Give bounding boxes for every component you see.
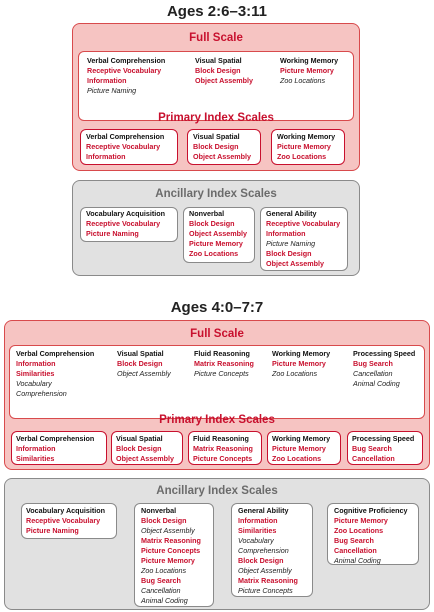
s1-full-group-0 [87, 56, 165, 96]
s1-ancillary-box-1 [183, 207, 255, 263]
core-subtest: Zoo Locations [189, 249, 239, 258]
supplemental-subtest: Picture Concepts [194, 369, 249, 378]
core-subtest: Object Assembly [193, 152, 252, 161]
core-subtest: Matrix Reasoning [141, 536, 201, 545]
primary-index-title: Primary Index Scales [159, 414, 275, 426]
s1-primary-box-0 [80, 129, 178, 165]
section2-full-scale-panel [4, 320, 430, 470]
scale-header: Verbal Comprehension [86, 132, 165, 141]
supplemental-subtest: Picture Naming [87, 86, 137, 95]
core-subtest: Block Design [116, 444, 162, 453]
core-subtest: Bug Search [334, 536, 374, 545]
s2-ancillary-box-2 [231, 503, 313, 597]
core-subtest: Picture Naming [26, 526, 79, 535]
core-subtest: Picture Memory [272, 444, 326, 453]
scale-header: Processing Speed [353, 349, 416, 358]
core-subtest: Bug Search [352, 444, 392, 453]
s1-ancillary-group-0 [86, 209, 165, 239]
s2-full-group-2 [194, 349, 254, 379]
s2-primary-box-4 [347, 431, 423, 465]
core-subtest: Object Assembly [116, 454, 175, 463]
scale-header: Fluid Reasoning [193, 434, 249, 443]
core-subtest: Picture Memory [189, 239, 243, 248]
supplemental-subtest: Vocabulary [16, 379, 52, 388]
core-subtest: Information [238, 516, 278, 525]
core-subtest: Matrix Reasoning [194, 359, 254, 368]
section2-title: Ages 4:0–7:7 [170, 299, 264, 316]
core-subtest: Information [86, 152, 126, 161]
core-subtest: Receptive Vocabulary [266, 219, 341, 228]
s1-full-group-2 [280, 56, 338, 86]
core-subtest: Similarities [16, 454, 55, 463]
s1-primary-group-1 [193, 132, 251, 162]
s1-ancillary-group-1 [189, 209, 247, 259]
full-scale-title: Full Scale [189, 32, 243, 44]
core-subtest: Picture Concepts [193, 454, 253, 463]
core-subtest: Object Assembly [266, 259, 325, 268]
core-subtest: Receptive Vocabulary [26, 516, 101, 525]
supplemental-subtest: Comprehension [238, 546, 289, 555]
scale-header: Verbal Comprehension [87, 56, 166, 65]
s1-ancillary-box-0 [80, 207, 178, 242]
supplemental-subtest: Animal Coding [353, 379, 400, 388]
supplemental-subtest: Zoo Locations [280, 76, 326, 85]
core-subtest: Block Design [193, 142, 239, 151]
scale-header: Visual Spatial [195, 56, 242, 65]
supplemental-subtest: Object Assembly [117, 369, 171, 378]
s2-primary-box-0 [11, 431, 107, 465]
full-scale-box [9, 345, 425, 419]
scale-header: General Ability [238, 506, 289, 515]
scale-header: Nonverbal [141, 506, 177, 515]
scale-header: Working Memory [277, 132, 336, 141]
s2-full-group-1 [117, 349, 171, 379]
core-subtest: Picture Memory [334, 516, 388, 525]
s2-primary-group-0 [16, 434, 94, 464]
core-subtest: Picture Memory [280, 66, 334, 75]
scale-header: Visual Spatial [117, 349, 164, 358]
supplemental-subtest: Animal Coding [334, 556, 381, 565]
s2-full-group-3 [272, 349, 330, 379]
core-subtest: Block Design [141, 516, 187, 525]
core-subtest: Picture Memory [141, 556, 195, 565]
supplemental-subtest: Comprehension [16, 389, 67, 398]
scale-header: General Ability [266, 209, 317, 218]
supplemental-subtest: Picture Concepts [238, 586, 293, 595]
s2-primary-group-1 [116, 434, 174, 464]
core-subtest: Picture Memory [272, 359, 326, 368]
core-subtest: Information [266, 229, 306, 238]
s2-primary-group-3 [272, 434, 330, 464]
core-subtest: Cancellation [334, 546, 377, 555]
core-subtest: Similarities [238, 526, 277, 535]
s1-primary-box-1 [187, 129, 261, 165]
core-subtest: Zoo Locations [277, 152, 327, 161]
supplemental-subtest: Picture Naming [266, 239, 316, 248]
core-subtest: Block Design [266, 249, 312, 258]
core-subtest: Object Assembly [195, 76, 254, 85]
scale-header: Vocabulary Acquisition [86, 209, 166, 218]
core-subtest: Block Design [117, 359, 163, 368]
scale-header: Visual Spatial [193, 132, 240, 141]
core-subtest: Picture Memory [277, 142, 331, 151]
core-subtest: Receptive Vocabulary [86, 142, 161, 151]
s2-ancillary-box-0 [21, 503, 117, 539]
s2-ancillary-box-1 [134, 503, 214, 607]
core-subtest: Bug Search [353, 359, 393, 368]
scale-header: Processing Speed [352, 434, 415, 443]
core-subtest: Block Design [195, 66, 241, 75]
core-subtest: Zoo Locations [272, 454, 322, 463]
supplemental-subtest: Object Assembly [238, 566, 292, 575]
supplemental-subtest: Zoo Locations [272, 369, 318, 378]
core-subtest: Block Design [189, 219, 235, 228]
full-scale-title: Full Scale [190, 328, 244, 340]
section1-full-scale-panel [72, 23, 360, 171]
scale-header: Verbal Comprehension [16, 434, 95, 443]
full-scale-box [78, 51, 354, 121]
supplemental-subtest: Vocabulary [238, 536, 274, 545]
core-subtest: Cancellation [352, 454, 395, 463]
s1-full-group-1 [195, 56, 253, 86]
supplemental-subtest: Cancellation [353, 369, 393, 378]
core-subtest: Information [16, 359, 56, 368]
scale-header: Working Memory [280, 56, 339, 65]
s2-primary-box-1 [111, 431, 183, 465]
section1-title: Ages 2:6–3:11 [166, 3, 268, 20]
core-subtest: Information [87, 76, 127, 85]
primary-index-title: Primary Index Scales [158, 112, 274, 124]
s1-ancillary-group-2 [266, 209, 340, 269]
s2-primary-group-2 [193, 434, 253, 464]
s2-ancillary-group-2 [238, 506, 298, 596]
scale-header: Vocabulary Acquisition [26, 506, 106, 515]
supplemental-subtest: Zoo Locations [141, 566, 187, 575]
s2-primary-box-3 [267, 431, 341, 465]
s2-ancillary-group-0 [26, 506, 105, 536]
scale-header: Fluid Reasoning [194, 349, 250, 358]
s2-full-group-0 [16, 349, 94, 399]
scale-header: Nonverbal [189, 209, 225, 218]
scale-header: Working Memory [272, 434, 331, 443]
s1-primary-group-2 [277, 132, 335, 162]
core-subtest: Picture Concepts [141, 546, 201, 555]
core-subtest: Object Assembly [189, 229, 248, 238]
s2-ancillary-group-1 [141, 506, 201, 606]
core-subtest: Block Design [238, 556, 284, 565]
s2-ancillary-group-3 [334, 506, 408, 566]
section2-ancillary-panel [4, 478, 430, 610]
s2-ancillary-box-3 [327, 503, 419, 565]
s1-ancillary-box-2 [260, 207, 348, 271]
s1-primary-group-0 [86, 132, 164, 162]
scale-header: Visual Spatial [116, 434, 163, 443]
ancillary-title: Ancillary Index Scales [156, 485, 278, 497]
core-subtest: Zoo Locations [334, 526, 384, 535]
core-subtest: Matrix Reasoning [238, 576, 298, 585]
core-subtest: Receptive Vocabulary [87, 66, 162, 75]
supplemental-subtest: Object Assembly [141, 526, 195, 535]
supplemental-subtest: Animal Coding [141, 596, 188, 605]
scale-header: Cognitive Proficiency [334, 506, 408, 515]
section1-ancillary-panel [72, 180, 360, 276]
scale-header: Working Memory [272, 349, 331, 358]
core-subtest: Similarities [16, 369, 55, 378]
core-subtest: Information [16, 444, 56, 453]
s1-primary-box-2 [271, 129, 345, 165]
ancillary-title: Ancillary Index Scales [155, 188, 277, 200]
s2-primary-group-4 [352, 434, 414, 464]
core-subtest: Matrix Reasoning [193, 444, 253, 453]
scale-header: Verbal Comprehension [16, 349, 95, 358]
core-subtest: Picture Naming [86, 229, 139, 238]
s2-full-group-4 [353, 349, 415, 389]
supplemental-subtest: Cancellation [141, 586, 181, 595]
core-subtest: Bug Search [141, 576, 181, 585]
s2-primary-box-2 [188, 431, 262, 465]
core-subtest: Receptive Vocabulary [86, 219, 161, 228]
